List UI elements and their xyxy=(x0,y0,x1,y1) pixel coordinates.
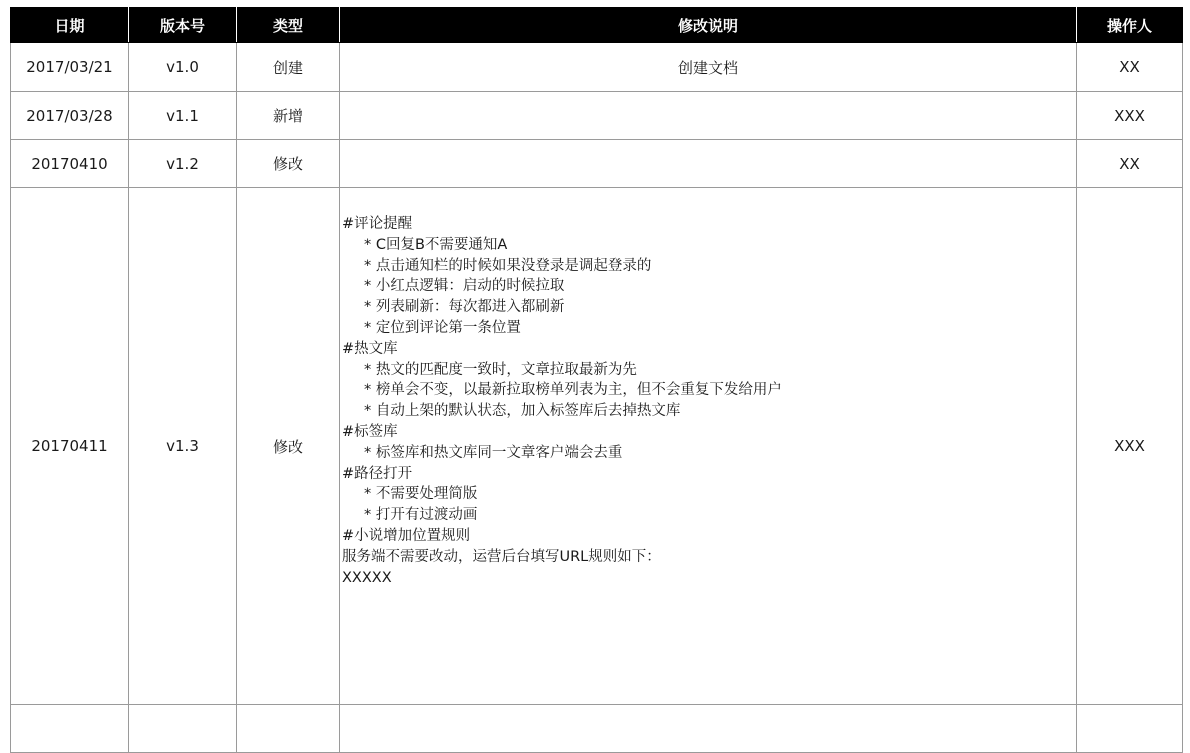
cell-description-notes xyxy=(340,188,1077,705)
note-bullet: * C回复B不需要通知A xyxy=(364,236,508,253)
cell-type: 创建 xyxy=(237,43,340,92)
cell-description xyxy=(340,92,1077,140)
cell-date: 20170411 xyxy=(11,188,129,705)
table-row xyxy=(11,705,1183,753)
note-heading: #路径打开 xyxy=(342,465,413,482)
cell-date xyxy=(11,705,129,753)
table-row xyxy=(11,43,1183,92)
note-bullet: * 热文的匹配度一致时，文章拉取最新为先 xyxy=(364,361,637,378)
header-operator: 操作人 xyxy=(1077,8,1183,43)
cell-date: 20170410 xyxy=(11,140,129,188)
note-text: 服务端不需要改动，运营后台填写URL规则如下： xyxy=(342,548,661,565)
cell-type: 新增 xyxy=(237,92,340,140)
note-bullet: * 点击通知栏的时候如果没登录是调起登录的 xyxy=(364,257,652,274)
note-bullet: * 标签库和热文库同一文章客户端会去重 xyxy=(364,444,623,461)
changelog-table xyxy=(10,7,1183,753)
note-heading: #评论提醒 xyxy=(342,216,413,232)
note-bullet: * 小红点逻辑：启动的时候拉取 xyxy=(364,278,565,295)
cell-version: v1.3 xyxy=(129,188,237,705)
cell-type: 修改 xyxy=(237,188,340,705)
header-date: 日期 xyxy=(11,8,129,43)
table-row xyxy=(11,92,1183,140)
changelog-table-container xyxy=(10,7,1182,753)
note-bullet: * 列表刷新：每次都进入都刷新 xyxy=(364,299,565,316)
note-bullet: * 榜单会不变，以最新拉取榜单列表为主，但不会重复下发给用户 xyxy=(364,382,782,399)
table-row xyxy=(11,140,1183,188)
cell-date: 2017/03/21 xyxy=(11,43,129,92)
cell-version: v1.2 xyxy=(129,140,237,188)
header-row xyxy=(11,8,1183,43)
cell-version: v1.1 xyxy=(129,92,237,140)
cell-description xyxy=(340,140,1077,188)
cell-description xyxy=(340,705,1077,753)
header-type: 类型 xyxy=(237,8,340,43)
note-heading: #热文库 xyxy=(342,340,398,357)
cell-operator xyxy=(1077,705,1183,753)
cell-version xyxy=(129,705,237,753)
note-bullet: * 自动上架的默认状态，加入标签库后去掉热文库 xyxy=(364,403,681,420)
cell-operator: XXX xyxy=(1077,188,1183,705)
note-heading: #标签库 xyxy=(342,423,398,440)
header-version: 版本号 xyxy=(129,8,237,43)
cell-operator: XX xyxy=(1077,140,1183,188)
cell-operator: XX xyxy=(1077,43,1183,92)
header-description: 修改说明 xyxy=(340,8,1077,43)
cell-description: 创建文档 xyxy=(340,43,1077,92)
note-bullet: * 定位到评论第一条位置 xyxy=(364,319,521,336)
cell-version: v1.0 xyxy=(129,43,237,92)
cell-date: 2017/03/28 xyxy=(11,92,129,140)
cell-operator: XXX xyxy=(1077,92,1183,140)
note-bullet: * 不需要处理简版 xyxy=(364,486,478,503)
cell-type: 修改 xyxy=(237,140,340,188)
note-bullet: * 打开有过渡动画 xyxy=(364,507,478,524)
note-text: XXXXX xyxy=(342,569,392,586)
cell-type xyxy=(237,705,340,753)
table-row xyxy=(11,188,1183,705)
note-heading: #小说增加位置规则 xyxy=(342,527,471,544)
